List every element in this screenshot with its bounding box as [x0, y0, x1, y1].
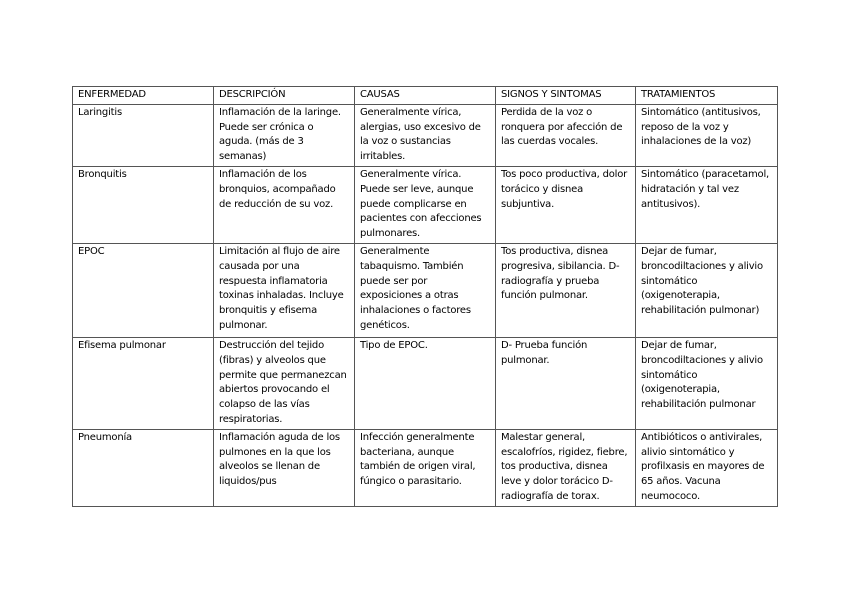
table-row [73, 166, 778, 243]
cell-causas: Infección generalmente bacteriana, aunque también de origen viral, fúngico o parasitario. [355, 429, 496, 506]
cell-signos: Tos poco productiva, dolor torácico y disnea subjuntiva. [496, 166, 636, 243]
cell-signos: Tos productiva, disnea progresiva, sibilancia. D- radiografía y prueba función pulmonar. [496, 243, 636, 337]
header-enfermedad: ENFERMEDAD [73, 87, 214, 105]
cell-enfermedad: EPOC [73, 243, 214, 337]
cell-descripcion: Destrucción del tejido (fibras) y alveolos que permite que permanezcan abiertos provocando el colapso de las vías respiratorias. [214, 337, 355, 429]
cell-enfermedad: Laringitis [73, 104, 214, 166]
table-header-row [73, 87, 778, 105]
cell-tratamientos: Sintomático (paracetamol, hidratación y tal vez antitusivos). [636, 166, 778, 243]
cell-descripcion: Inflamación aguda de los pulmones en la que los alveolos se llenan de liquidos/pus [214, 429, 355, 506]
header-tratamientos: TRATAMIENTOS [636, 87, 778, 105]
header-descripcion: DESCRIPCIÓN [214, 87, 355, 105]
cell-signos: Malestar general, escalofríos, rigidez, fiebre, tos productiva, disnea leve y dolor torácico D- radiografía de torax. [496, 429, 636, 506]
cell-causas: Generalmente tabaquismo. También puede ser por exposiciones a otras inhalaciones o factores genéticos. [355, 243, 496, 337]
cell-descripcion: Limitación al flujo de aire causada por una respuesta inflamatoria toxinas inhaladas. Incluye bronquitis y efisema pulmonar. [214, 243, 355, 337]
header-causas: CAUSAS [355, 87, 496, 105]
cell-enfermedad: Pneumonía [73, 429, 214, 506]
cell-tratamientos: Sintomático (antitusivos, reposo de la voz y inhalaciones de la voz) [636, 104, 778, 166]
cell-causas: Generalmente vírica. Puede ser leve, aunque puede complicarse en pacientes con afecciones pulmonares. [355, 166, 496, 243]
header-signos: SIGNOS Y SINTOMAS [496, 87, 636, 105]
cell-causas: Generalmente vírica, alergias, uso excesivo de la voz o sustancias irritables. [355, 104, 496, 166]
cell-descripcion: Inflamación de los bronquios, acompañado de reducción de su voz. [214, 166, 355, 243]
cell-enfermedad: Bronquitis [73, 166, 214, 243]
cell-tratamientos: Dejar de fumar, broncodiltaciones y alivio sintomático (oxigenoterapia, rehabilitación pulmonar) [636, 243, 778, 337]
cell-signos: Perdida de la voz o ronquera por afección de las cuerdas vocales. [496, 104, 636, 166]
table-row [73, 429, 778, 506]
disease-table [72, 86, 778, 507]
cell-tratamientos: Dejar de fumar, broncodiltaciones y alivio sintomático (oxigenoterapia, rehabilitación pulmonar [636, 337, 778, 429]
table-row [73, 337, 778, 429]
cell-descripcion: Inflamación de la laringe. Puede ser crónica o aguda. (más de 3 semanas) [214, 104, 355, 166]
cell-signos: D- Prueba función pulmonar. [496, 337, 636, 429]
cell-tratamientos: Antibióticos o antivirales, alivio sintomático y profilxasis en mayores de 65 años. Vacuna neumococo. [636, 429, 778, 506]
cell-enfermedad: Efisema pulmonar [73, 337, 214, 429]
table-row [73, 243, 778, 337]
table-row [73, 104, 778, 166]
cell-causas: Tipo de EPOC. [355, 337, 496, 429]
